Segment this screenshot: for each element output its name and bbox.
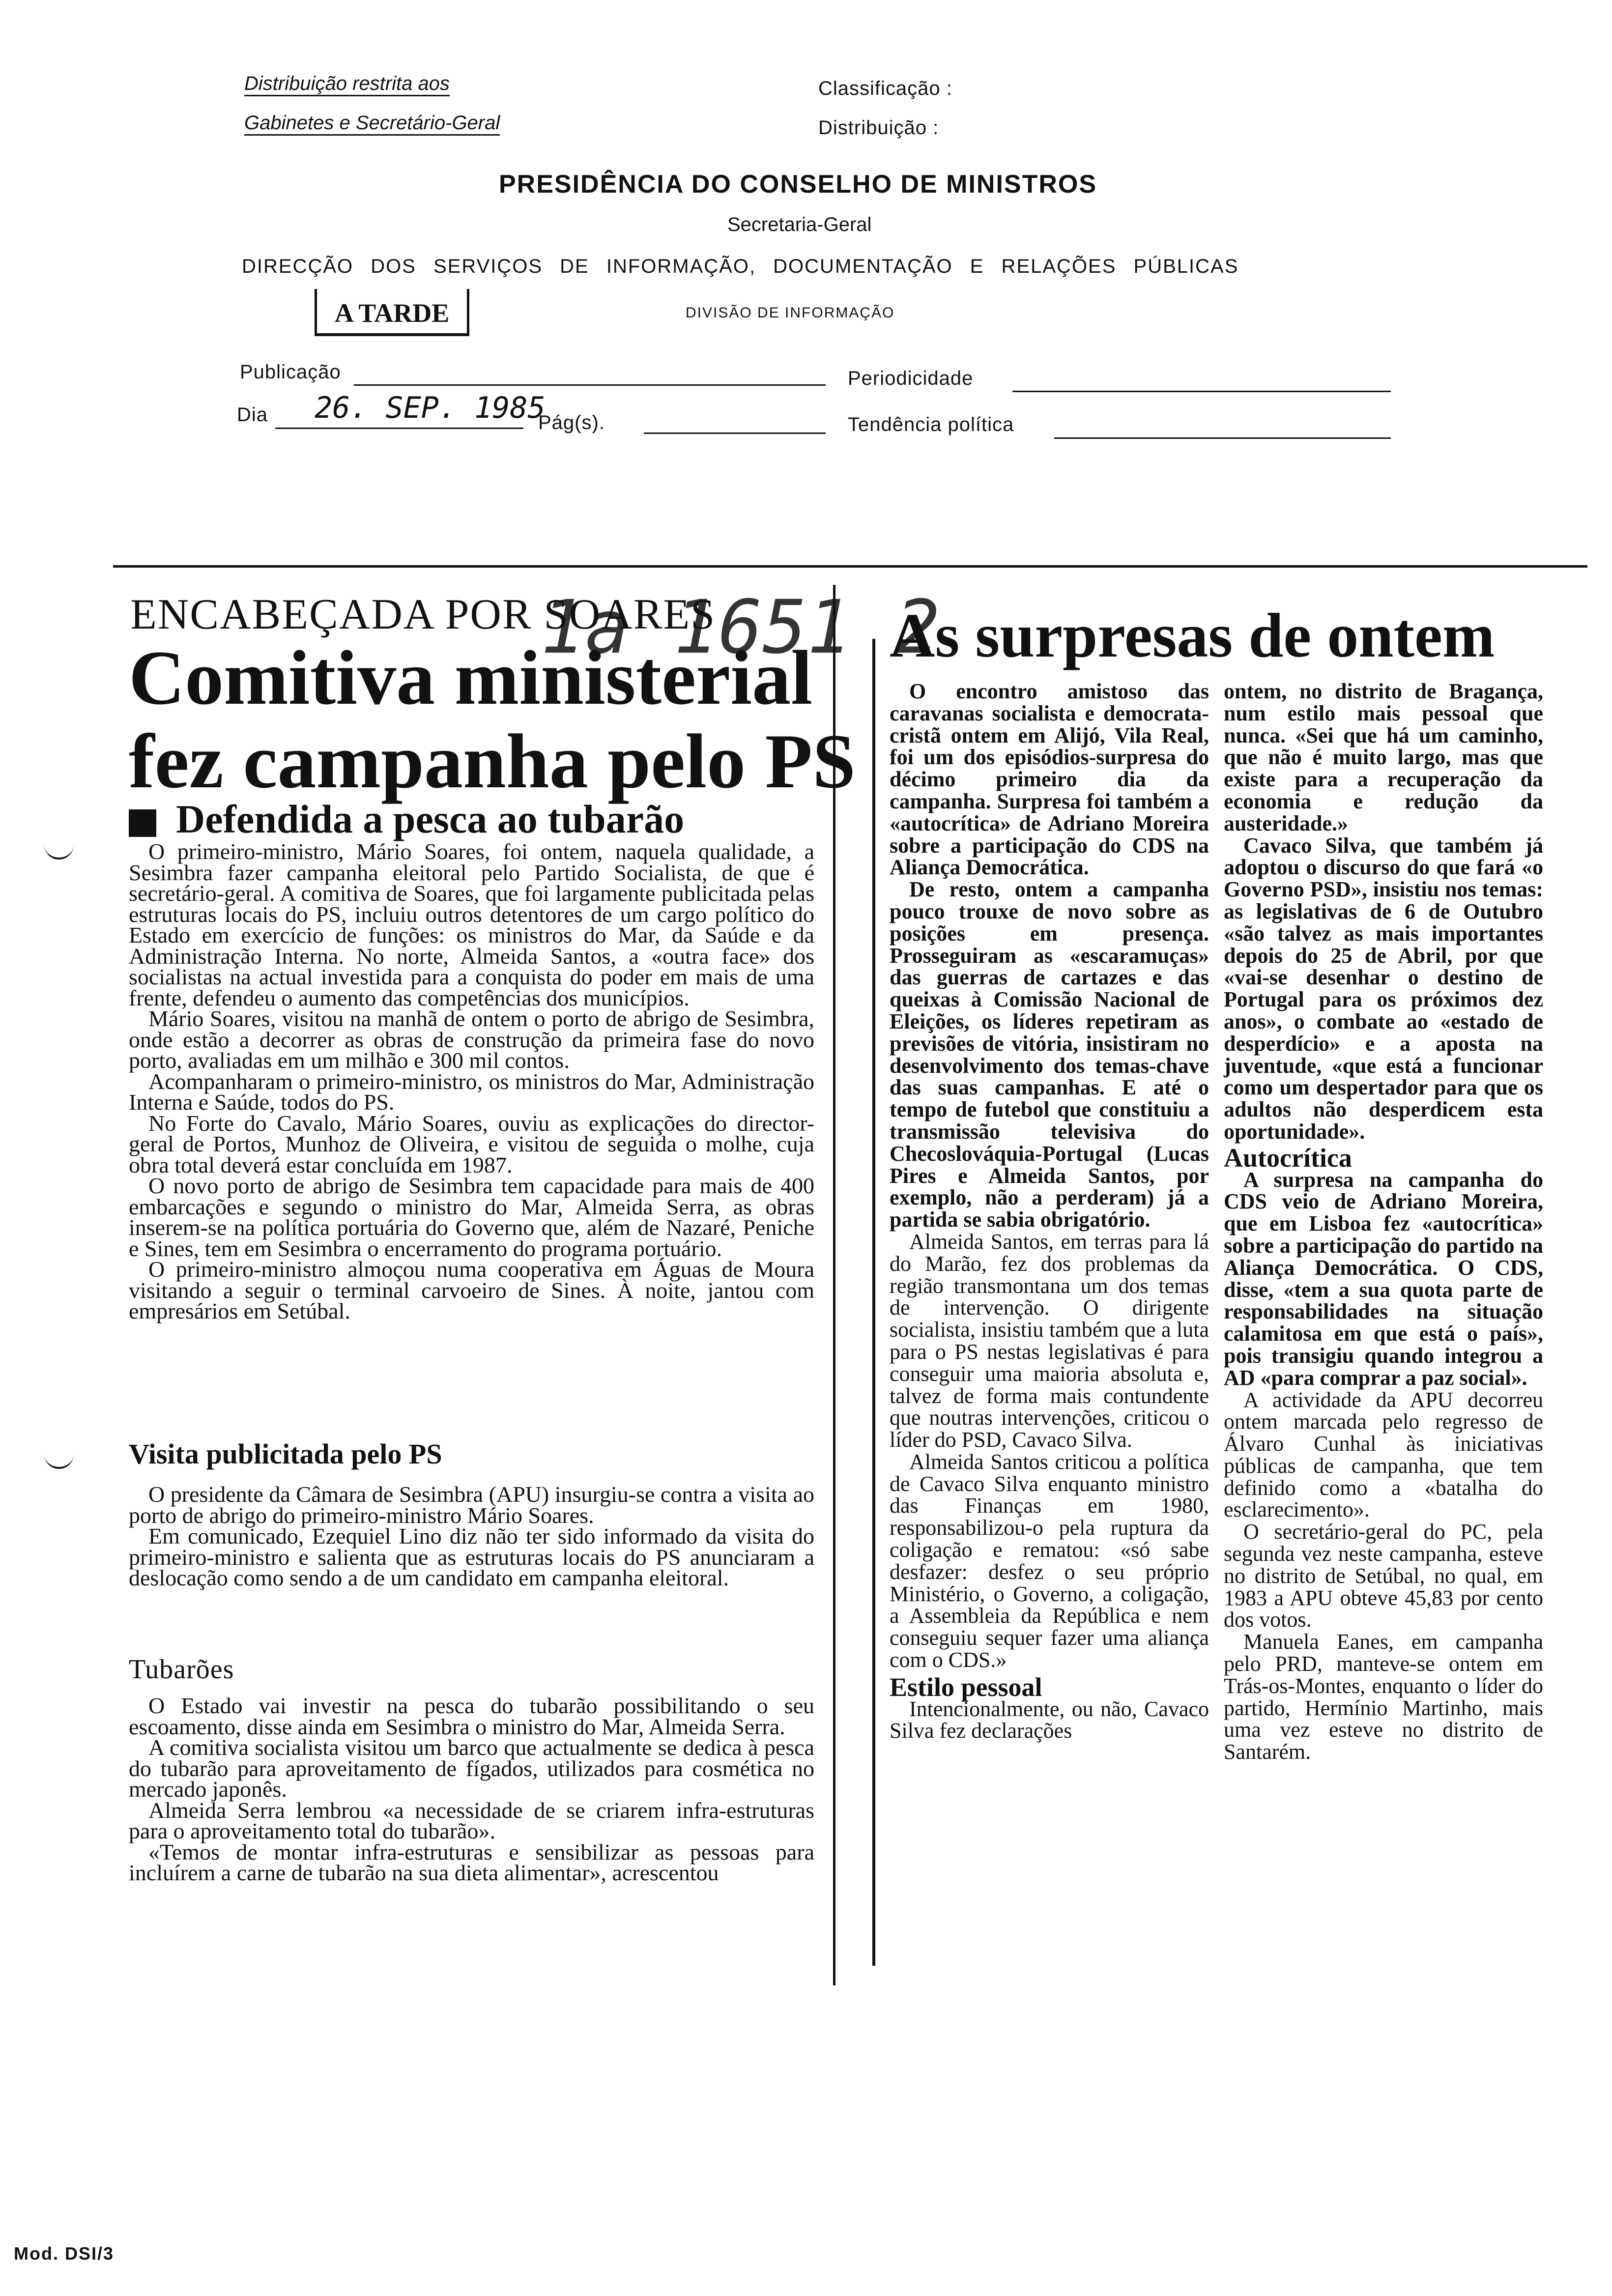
restricted-line-1: Distribuição restrita aos <box>244 73 450 96</box>
article1-paragraph: No Forte do Cavalo, Mário Soares, ouviu as explicações do director-geral de Portos, Munhoz de Oliveira, e visitou de seguida o molhe, cuja obra total deverá estar concluída em 1987. <box>129 1110 814 1177</box>
stamp-text: A TARDE <box>334 298 450 328</box>
article2-paragraph: Almeida Santos, em terras para lá do Marão, fez dos problemas da região transmontana um dos temas de intervenção. O dirigente socialista, insistiu também que a luta para o PS nestas legislativas é para conseguir uma maioria absoluta e, talvez de forma mais contundente que noutras intervenções, criticou o líder do PSD, Cavaco Silva. <box>890 1229 1209 1452</box>
office-title: PRESIDÊNCIA DO CONSELHO DE MINISTROS <box>499 170 1097 199</box>
article2-paragraph: A surpresa na campanha do CDS veio de Adriano Moreira, que em Lisboa fez «autocrítica» sobre a participação do partido na Aliança Democrática. O CDS, disse, «tem a sua quota parte de responsabilidades na situação calamitosa em que está o país», pois transigiu quando integrou a AD «para comprar a paz social». <box>1224 1167 1543 1390</box>
day-label: Dia <box>237 404 268 426</box>
handwritten-annotation: 1a 1651 2 <box>541 585 940 670</box>
subhead-visita: Visita publicitada pelo PS <box>129 1438 442 1470</box>
distribution-label: Distribuição : <box>818 117 939 139</box>
article2-lead-paragraph: O encontro amistoso das caravanas socialista e democrata-cristã ontem em Alijó, Vila Real, foi um dos episódios-surpresa do décimo primeiro dia da campanha. Surpresa foi também a «autocrítica» de Adriano Moreira sobre a participação do CDS na Aliança Democrática. <box>890 679 1209 880</box>
article1-subtitle-text: Defendida a pesca ao tubarão <box>176 797 685 841</box>
visita-body <box>129 1484 814 1589</box>
article1-paragraph: O novo porto de abrigo de Sesimbra tem capacidade para mais de 400 embarcações e segundo o ministro do Mar, Almeida Serra, as obras inserem-se na política portuária do Governo que, além de Nazaré, Peniche e Sines, tem em Sesimbra o encerramento do programa portuário. <box>129 1173 814 1261</box>
article1-paragraph: O primeiro-ministro, Mário Soares, foi ontem, naquela qualidade, a Sesimbra fazer campanha eleitoral pelo Partido Socialista, de que é secretário-geral. A comitiva de Soares, que foi largamente publicitada pelas estruturas locais do PS, incluiu outros detentores de um cargo político do Estado em exercício de funções: os ministros do Mar, da Saúde e da Administração Interna. No norte, Almeida Santos, a «outra face» dos socialistas na actual investida para a conquista do poder em mais de uma frente, defendeu o aumento das competências dos municípios. <box>129 839 814 1010</box>
article1-kicker: ENCABEÇADA POR SOARES <box>130 591 716 638</box>
article2-paragraph: Manuela Eanes, em campanha pelo PRD, manteve-se ontem em Trás-os-Montes, enquanto o líder do partido, Hermínio Martinho, mais uma vez esteve no distrito de Santarém. <box>1224 1630 1543 1764</box>
directorate-line: DIRECÇÃO DOS SERVIÇOS DE INFORMAÇÃO, DOCUMENTAÇÃO E RELAÇÕES PÚBLICAS <box>242 256 1239 277</box>
article1-headline-line2: fez campanha pelo PS <box>129 718 856 804</box>
pages-label: Pág(s). <box>538 412 605 433</box>
article2-paragraph: Cavaco Silva, que também já adoptou o discurso do que fará «o Governo PSD», insistiu nos temas: as legislativas de 6 de Outubro «são talvez as mais importantes depois do 25 de Abril, por que «vai-se desenhar o destino de Portugal para os próximos dez anos», o combate ao «estado de desperdício» e a aposta na juventude, «que está a funcionar como um despertador para que os adultos não desperdicem esta oportunidade». <box>1224 833 1543 1144</box>
tubaroes-paragraph: Almeida Serra lembrou «a necessidade de se criarem infra-estruturas para o aproveitamento total do tubarão». <box>129 1797 814 1843</box>
subhead-estilo: Estilo pessoal <box>890 1672 1042 1702</box>
article1-headline-line1: Comitiva ministerial <box>129 635 813 721</box>
tubaroes-body <box>129 1695 814 1884</box>
article2-paragraph: O secretário-geral do PC, pela segunda vez neste campanha, esteve no distrito de Setúbal, no qual, em 1983 a APU obteve 45,83 por cento dos votos. <box>1224 1520 1543 1632</box>
hole-punch-mark-lower <box>44 1452 74 1469</box>
article1-paragraph: Acompanharam o primeiro-ministro, os ministros do Mar, Administração Interna e Saúde, todos do PS. <box>129 1068 814 1115</box>
division-label: DIVISÃO DE INFORMAÇÃO <box>686 305 895 321</box>
tubaroes-paragraph: «Temos de montar infra-estruturas e sensibilizar as pessoas para incluírem a carne de tubarão na sua dieta alimentar», acrescentou <box>129 1839 814 1885</box>
visita-paragraph: Em comunicado, Ezequiel Lino diz não ter sido informado da visita do primeiro-ministro e salienta que as estruturas locais do PS anunciaram a deslocação como sendo a de um candidato em campanha eleitoral. <box>129 1523 814 1590</box>
article1-paragraph: Mário Soares, visitou na manhã de ontem o porto de abrigo de Sesimbra, onde estão a decorrer as obras de construção da primeira fase do novo porto, avaliadas em um milhão e 300 mil contos. <box>129 1006 814 1073</box>
periodicity-field <box>1012 391 1391 392</box>
bullet-square-icon <box>129 809 156 837</box>
date-handwritten: 26. SEP. 1985 <box>315 391 546 425</box>
political-label: Tendência política <box>848 414 1014 435</box>
date-field <box>275 428 523 429</box>
visita-paragraph: O presidente da Câmara de Sesimbra (APU) insurgiu-se contra a visita ao porto de abrigo do primeiro-ministro Mário Soares. <box>129 1482 814 1528</box>
article2-headline: As surpresas de ontem <box>890 601 1495 670</box>
publication-label: Publicação <box>240 361 341 383</box>
office-subtitle: Secretaria-Geral <box>727 214 872 235</box>
political-field <box>1054 437 1391 439</box>
restricted-line-2: Gabinetes e Secretário-Geral <box>244 112 500 136</box>
subhead-tubaroes: Tubarões <box>129 1654 234 1685</box>
clipping-top-rule <box>113 565 1587 568</box>
article2-paragraph: A actividade da APU decorreu ontem marcada pelo regresso de Álvaro Cunhal às iniciativas públicas de campanha, que tem definido como a «batalha do esclarecimento». <box>1224 1387 1543 1522</box>
article1-body <box>129 841 814 1322</box>
article2-paragraph: ontem, no distrito de Bragança, num estilo mais pessoal que nunca. «Sei que há um caminho, que não é muito largo, mas que existe para a recuperação da economia e redução da austeridade.» <box>1224 679 1543 835</box>
article2-paragraph: De resto, ontem a campanha pouco trouxe de novo sobre as posições em presença. Prosseguiram as «escaramuças» das guerras de cartazes e das queixas à Comissão Nacional de Eleições, os líderes repetiram as previsões de vitória, insistiram no desenvolvimento dos temas-chave das suas campanhas. E até o tempo de futebol que constituiu a transmissão televisiva do Checoslováquia-Portugal (Lucas Pires e Almeida Santos, por exemplo, não a perderam) já a partida se sabia obrigatório. <box>890 877 1209 1232</box>
article2-col1 <box>890 681 1209 1742</box>
hole-punch-mark-upper <box>44 843 74 860</box>
article2-col2 <box>1224 681 1543 1763</box>
pages-field <box>644 432 826 434</box>
newspaper-stamp <box>315 289 469 336</box>
article2-paragraph: Intencionalmente, ou não, Cavaco Silva fez declarações <box>890 1696 1209 1743</box>
article1-paragraph: O primeiro-ministro almoçou numa cooperativa em Águas de Moura visitando a seguir o terminal carvoeiro de Sines. À noite, jantou com empresários em Setúbal. <box>129 1257 814 1323</box>
classification-label: Classificação : <box>818 78 952 99</box>
article2-paragraph: Almeida Santos criticou a política de Cavaco Silva enquanto ministro das Finanças em 1980, responsabilizou-o pela ruptura da coligação e rematou: «só sabe desfazer: desfez o seu próprio Ministério, o Governo, a coligação, a Assembleia da República e nem conseguiu sequer fazer uma aliança com o CDS.» <box>890 1449 1209 1672</box>
subhead-autocritica: Autocrítica <box>1224 1143 1352 1173</box>
tubaroes-paragraph: O Estado vai investir na pesca do tubarão possibilitando o seu escoamento, disse ainda em Sesimbra o ministro do Mar, Almeida Serra. <box>129 1693 814 1739</box>
article1-subtitle <box>129 796 684 842</box>
tubaroes-paragraph: A comitiva socialista visitou um barco que actualmente se dedica à pesca do tubarão para aproveitamento de fígados, utilizados para cosmética no mercado japonês. <box>129 1735 814 1802</box>
form-code: Mod. DSI/3 <box>14 2243 115 2264</box>
periodicity-label: Periodicidade <box>848 368 974 389</box>
publication-field <box>354 384 826 386</box>
article2-left-border <box>872 639 875 1966</box>
